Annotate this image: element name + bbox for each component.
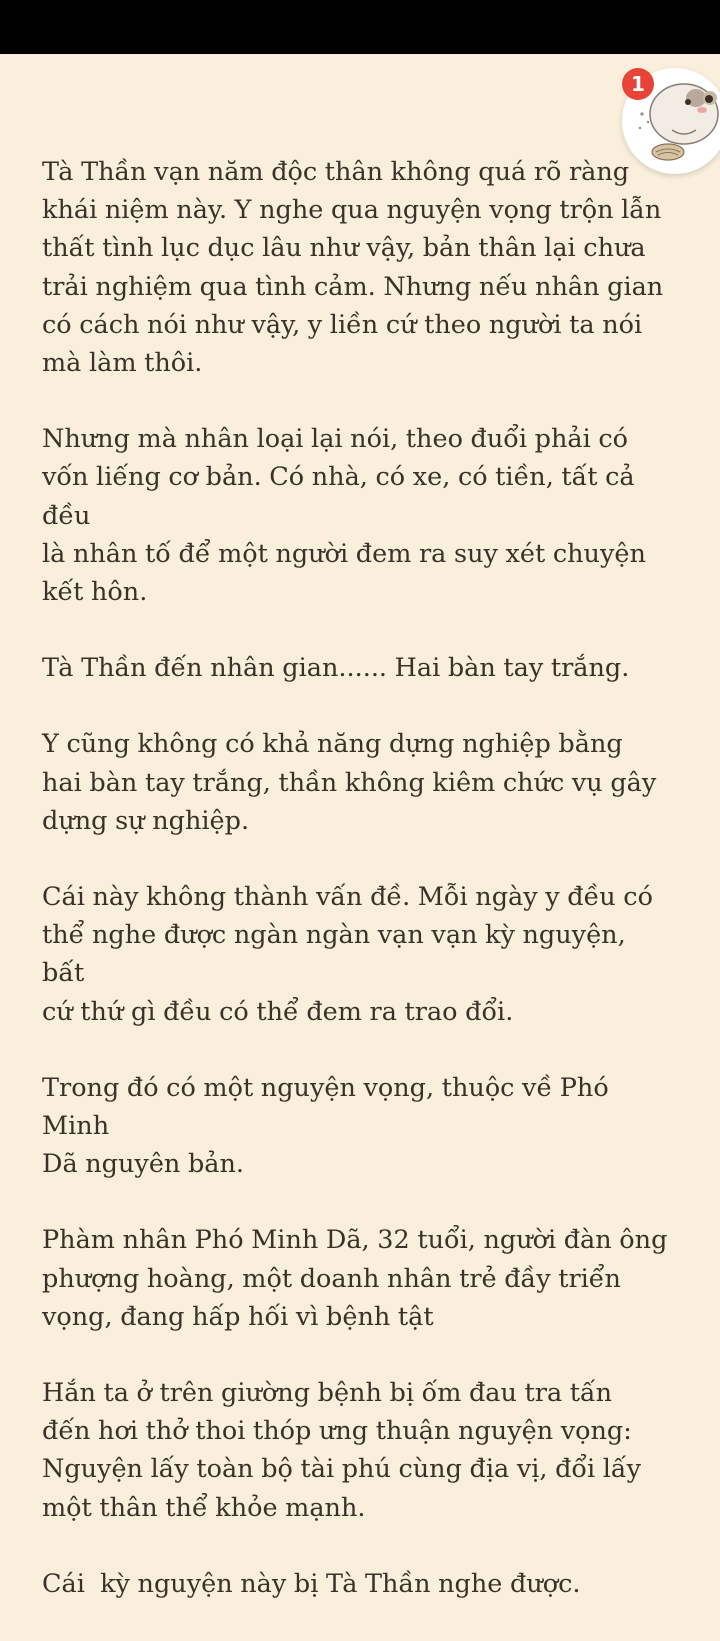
paragraph: Phàm nhân Phó Minh Dã, 32 tuổi, người đàn ông phượng hoàng, một doanh nhân trẻ đầy triển vọng, đang hấp hối vì bệnh tật bbox=[42, 1225, 668, 1332]
chapter-text bbox=[42, 153, 672, 1641]
paragraph: Trong đó có một nguyện vọng, thuộc về Phó Minh Dã nguyên bản. bbox=[42, 1072, 609, 1180]
floating-assistant-button[interactable] bbox=[622, 68, 718, 176]
status-bar bbox=[0, 0, 720, 54]
paragraph: Tà Thần vạn năm độc thân không quá rõ ràng khái niệm này. Y nghe qua nguyện vọng trộn lẫn thất tình lục dục lâu như vậy, bản thân lại chưa trải nghiệm qua tình cảm. Nhưng nếu nhân gian có cách nói như vậy, y liền cứ theo người ta nói mà làm thôi. bbox=[42, 157, 664, 379]
paragraph: Nhưng mà nhân loại lại nói, theo đuổi phải có vốn liếng cơ bản. Có nhà, có xe, có tiền, tất cả đều là nhân tố để một người đem ra suy xét chuyện kết hôn. bbox=[42, 424, 646, 608]
paragraph: Y cũng không có khả năng dựng nghiệp bằng hai bàn tay trắng, thần không kiêm chức vụ gây dựng sự nghiệp. bbox=[42, 729, 657, 836]
paragraph: Tà Thần đến nhân gian...... Hai bàn tay trắng. bbox=[42, 653, 630, 684]
paragraph: Cái này không thành vấn đề. Mỗi ngày y đều có thể nghe được ngàn ngàn vạn vạn kỳ nguyện, bất cứ thứ gì đều có thể đem ra trao đổi. bbox=[42, 882, 653, 1027]
paragraph: Cái kỳ nguyện này bị Tà Thần nghe được. bbox=[42, 1568, 581, 1599]
notification-badge: 1 bbox=[622, 68, 654, 100]
paragraph: Hắn ta ở trên giường bệnh bị ốm đau tra tấn đến hơi thở thoi thóp ưng thuận nguyện vọng: Nguyện lấy toàn bộ tài phú cùng địa vị, đổi lấy một thân thể khỏe mạnh. bbox=[42, 1378, 641, 1523]
